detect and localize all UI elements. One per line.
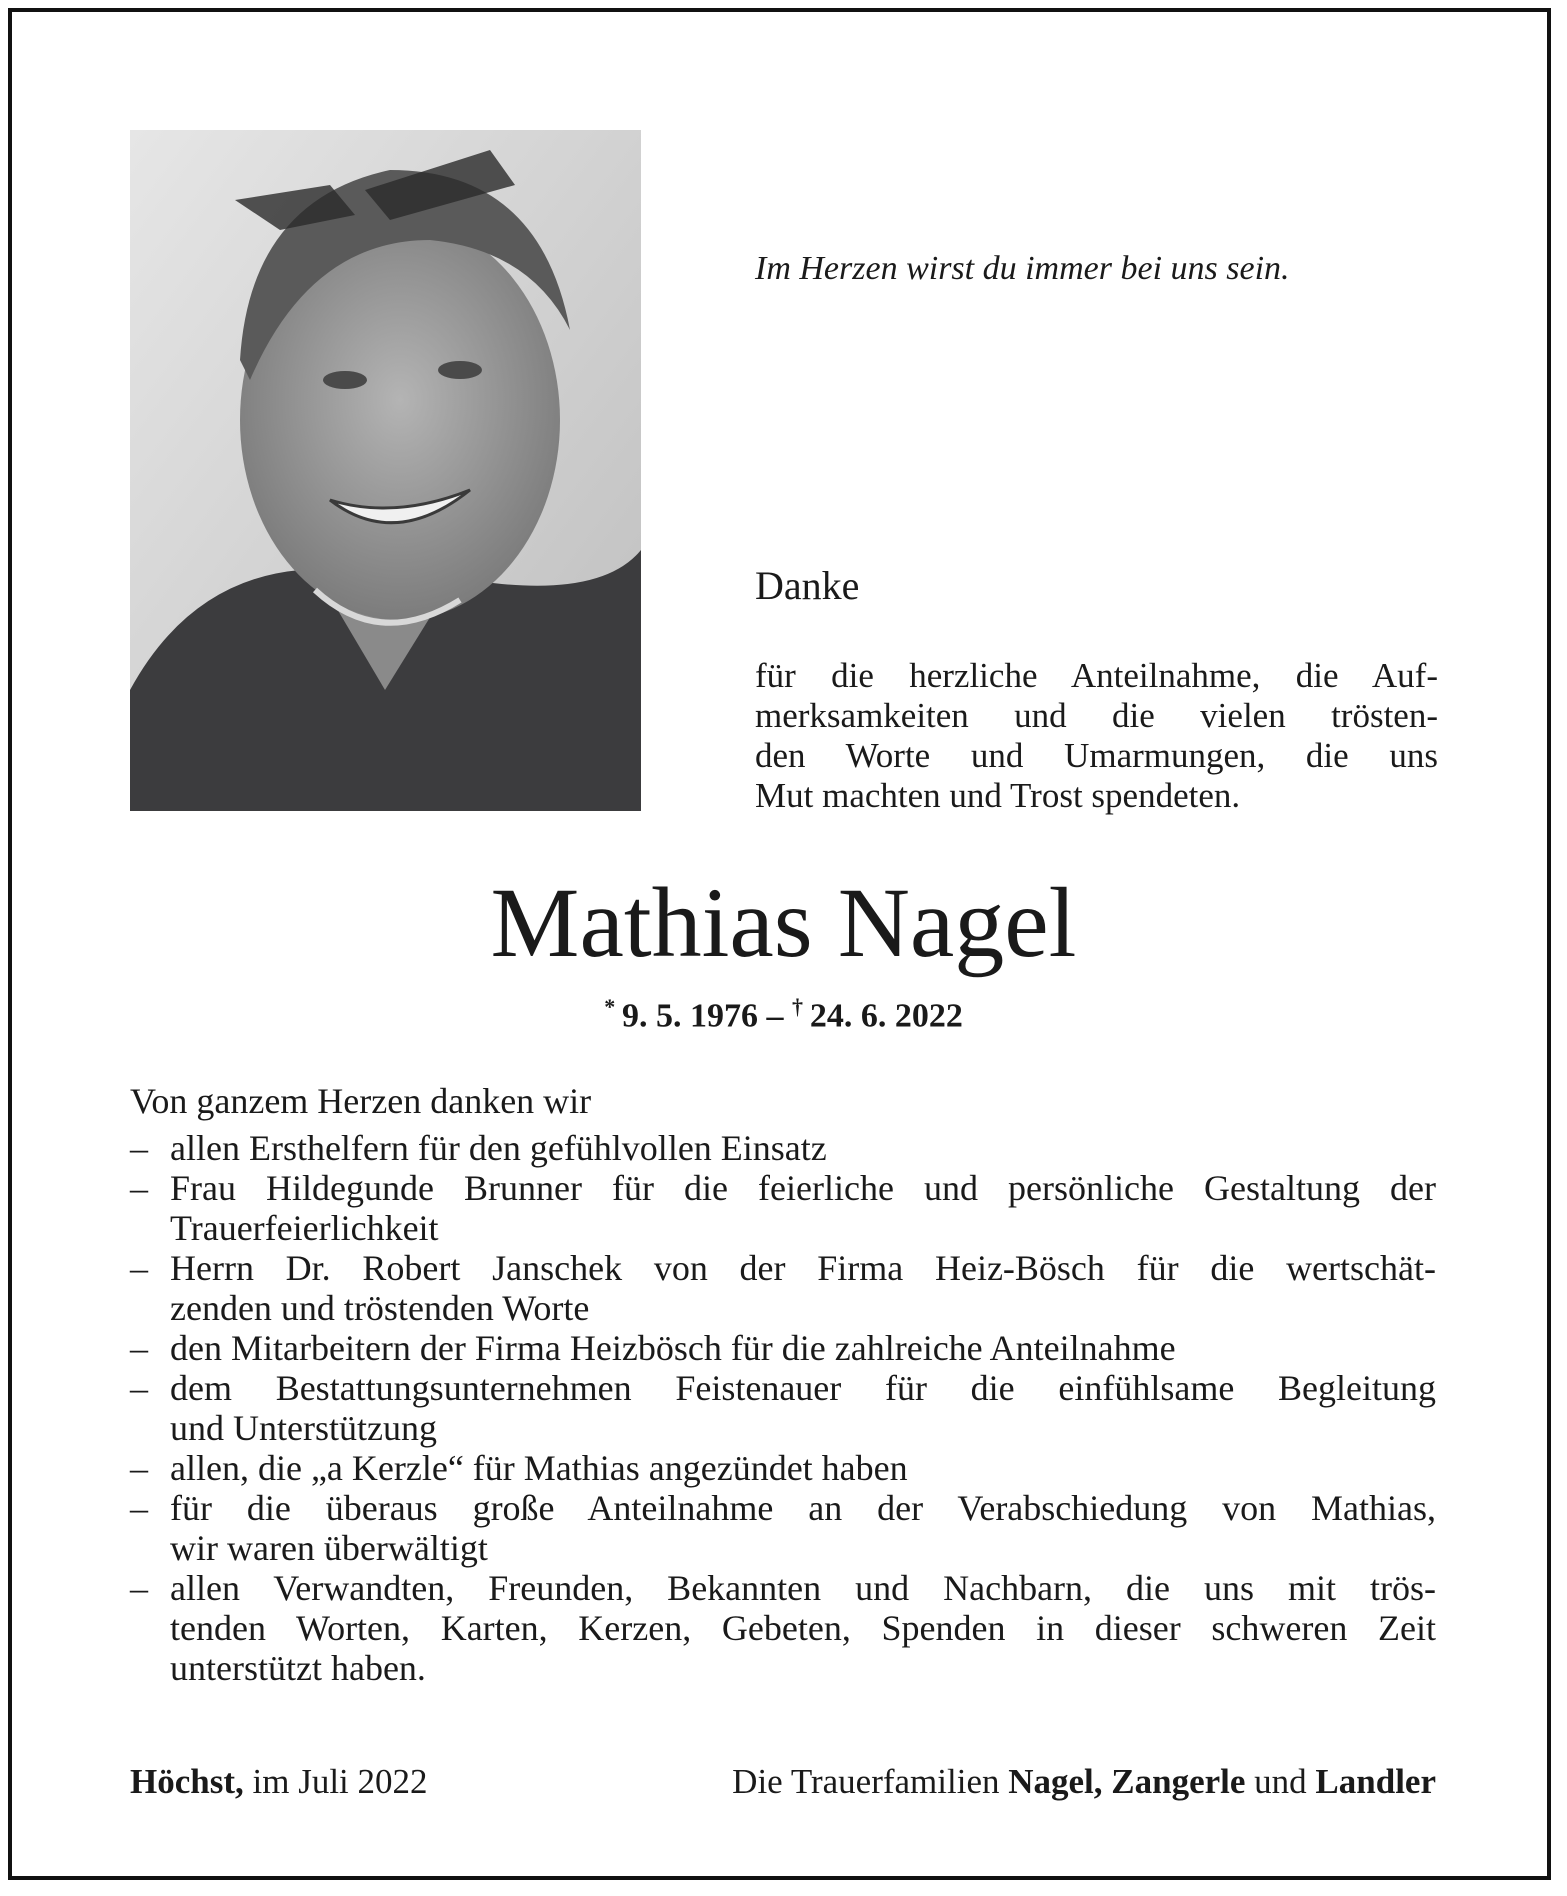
list-dash: – [130, 1168, 148, 1208]
motto-quote: Im Herzen wirst du immer bei uns sein. [755, 250, 1290, 287]
list-item [130, 1448, 1436, 1488]
thanks-line: Mut machten und Trost spendeten. [755, 776, 1241, 815]
death-date: 24. 6. 2022 [809, 997, 963, 1035]
list-item-line: den Mitarbeitern der Firma Heizbösch für die zahlreiche Anteilnahme [170, 1328, 1176, 1368]
mourning-families [732, 1762, 1436, 1802]
list-item-line: Herrn Dr. Robert Janschek von der Firma Heiz-Bösch für die wertschät- [170, 1248, 1436, 1288]
thanks-line: für die herzliche Anteilnahme, die Auf- [755, 656, 1438, 695]
families-prefix: Die Trauerfamilien [732, 1762, 1000, 1801]
portrait-image [130, 130, 641, 811]
list-item-line: Trauerfeierlichkeit [170, 1208, 439, 1248]
list-dash: – [130, 1568, 148, 1608]
list-item-line: wir waren überwältigt [170, 1528, 488, 1568]
birth-date: 9. 5. 1976 [622, 997, 758, 1035]
thanks-paragraph [755, 656, 1438, 816]
list-dash: – [130, 1488, 148, 1528]
date-separator: – [766, 997, 784, 1035]
conjunction: und [1254, 1762, 1307, 1801]
thanks-line: den Worte und Umarmungen, die uns [755, 736, 1438, 775]
date: im Juli 2022 [252, 1762, 428, 1801]
list-item [130, 1168, 1436, 1248]
list-intro: Von ganzem Herzen danken wir [130, 1081, 592, 1121]
list-item-line: allen Ersthelfern für den gefühlvollen Einsatz [170, 1128, 827, 1168]
list-item-line: dem Bestattungsunternehmen Feistenauer für die einfühlsame Begleitung [170, 1368, 1436, 1408]
list-item [130, 1248, 1436, 1328]
list-dash: – [130, 1448, 148, 1488]
list-item [130, 1328, 1436, 1368]
family-name: Landler [1315, 1762, 1436, 1801]
deceased-name: Mathias Nagel [490, 867, 1077, 978]
list-dash: – [130, 1248, 148, 1288]
list-item [130, 1488, 1436, 1568]
thanks-list [130, 1128, 1436, 1688]
death-symbol: † [792, 994, 803, 1019]
list-item [130, 1368, 1436, 1448]
portrait-photo [130, 130, 641, 811]
thanks-line: merksamkeiten und die vielen trösten- [755, 696, 1438, 735]
life-dates [0, 994, 1567, 1035]
list-item-line: und Unterstützung [170, 1408, 437, 1448]
list-item-line: allen, die „a Kerzle“ für Mathias angezündet haben [170, 1448, 908, 1488]
list-item-line: allen Verwandten, Freunden, Bekannten und Nachbarn, die uns mit trös- [170, 1568, 1436, 1608]
list-item-line: tenden Worten, Karten, Kerzen, Gebeten, Spenden in dieser schweren Zeit [170, 1608, 1436, 1648]
list-item-line: Frau Hildegunde Brunner für die feierliche und persönliche Gestaltung der [170, 1168, 1436, 1208]
place: Höchst, [130, 1762, 244, 1801]
place-date [130, 1762, 428, 1802]
list-dash: – [130, 1328, 148, 1368]
list-item-line: für die überaus große Anteilnahme an der Verabschiedung von Mathias, [170, 1488, 1436, 1528]
birth-symbol: * [604, 994, 616, 1019]
list-item-line: unterstützt haben. [170, 1648, 426, 1688]
list-item [130, 1128, 1436, 1168]
list-item [130, 1568, 1436, 1688]
thanks-heading: Danke [755, 563, 860, 608]
family-name: Nagel, [1008, 1762, 1103, 1801]
list-dash: – [130, 1368, 148, 1408]
family-name: Zangerle [1111, 1762, 1246, 1801]
list-dash: – [130, 1128, 148, 1168]
list-item-line: zenden und tröstenden Worte [170, 1288, 590, 1328]
